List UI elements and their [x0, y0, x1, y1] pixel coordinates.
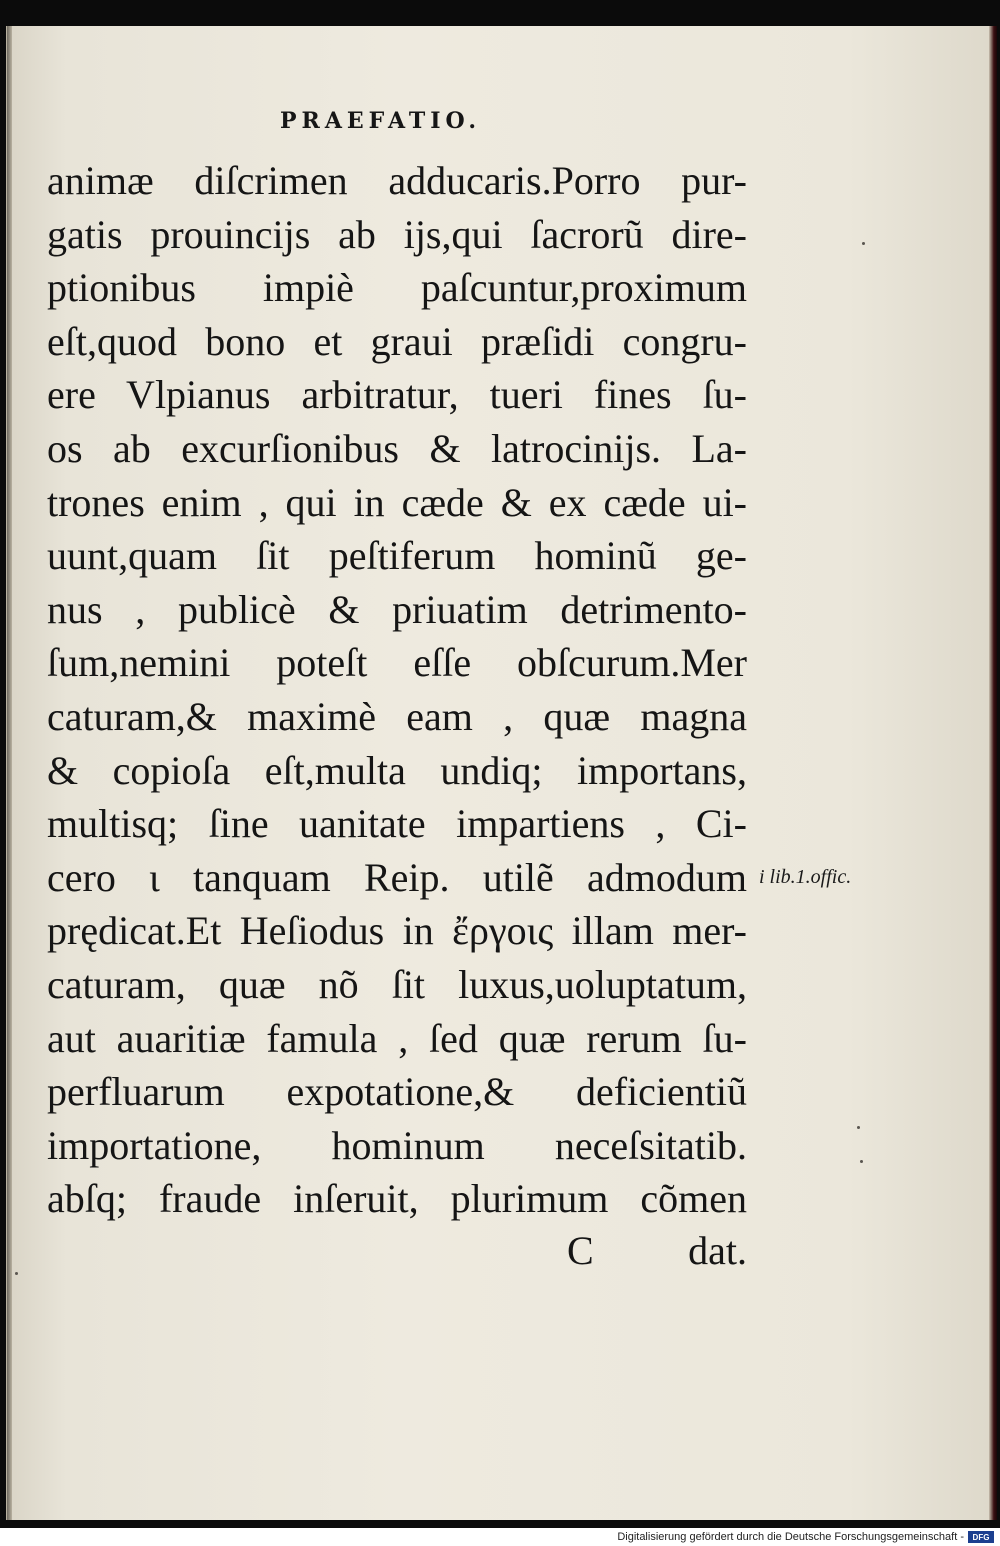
text-line: eſt,quod bono et graui præſidi congru- [47, 318, 747, 364]
text-line: gatis prouincijs ab ijs,qui ſacrorũ dire- [47, 211, 747, 257]
text-line: caturam,& maximè eam , quæ magna [47, 693, 747, 739]
paper-speck [860, 1160, 863, 1163]
text-line: trones enim , qui in cæde & ex cæde ui- [47, 479, 747, 525]
text-line: animæ diſcrimen adducaris.Porro pur- [47, 158, 747, 203]
text-line: caturam, quæ nõ ſit luxus,uoluptatum, [47, 961, 747, 1007]
paper-speck [857, 1126, 860, 1129]
text-line: & copioſa eſt,multa undiq; importans, [47, 747, 747, 793]
text-block [47, 154, 747, 1226]
text-line: aut auaritiæ famula , ſed quæ rerum ſu- [47, 1015, 747, 1061]
text-line: abſq; fraude inſeruit, plurimum cõmen [47, 1176, 747, 1222]
marginal-note: i lib.1.offic. [759, 866, 852, 888]
text-line: multisq; ſine uanitate impartiens , Ci- [47, 801, 747, 847]
running-head: PRAEFATIO. [280, 108, 482, 134]
dfg-logo-icon: DFG [968, 1531, 994, 1543]
text-line: importatione, hominum neceſsitatib. [47, 1122, 747, 1168]
signature-mark: C [567, 1228, 594, 1273]
text-line: nus , publicè & priuatim detrimento- [47, 586, 747, 632]
footer-bar [0, 1528, 1000, 1546]
page-left-edge [7, 26, 12, 1520]
text-line: ere Vlpianus arbitratur, tueri fines ſu- [47, 372, 747, 418]
text-line: ptionibus impiè paſcuntur,proximum [47, 265, 747, 311]
text-line: os ab excurſionibus & latrocinijs. La- [47, 425, 747, 471]
paper-speck [862, 242, 865, 245]
text-line: cero ɩ tanquam Reip. utilẽ admodum [47, 854, 747, 900]
text-line: prędicat.Et Heſiodus in ἔργοις illam mer- [47, 908, 747, 954]
text-line: ſum,nemini poteſt eſſe obſcurum.Mer [47, 640, 747, 686]
page-right-edge [989, 26, 997, 1520]
book-page [6, 26, 997, 1520]
text-line: perfluarum expotatione,& deficientiũ [47, 1069, 747, 1115]
footer-credit: Digitalisierung gefördert durch die Deutsche Forschungsgemeinschaft - [617, 1531, 964, 1543]
text-line: uunt,quam ſit peſtiferum hominũ ge- [47, 533, 747, 579]
catchword: dat. [688, 1228, 747, 1273]
paper-speck [15, 1272, 18, 1275]
catchword-row [47, 1224, 747, 1278]
